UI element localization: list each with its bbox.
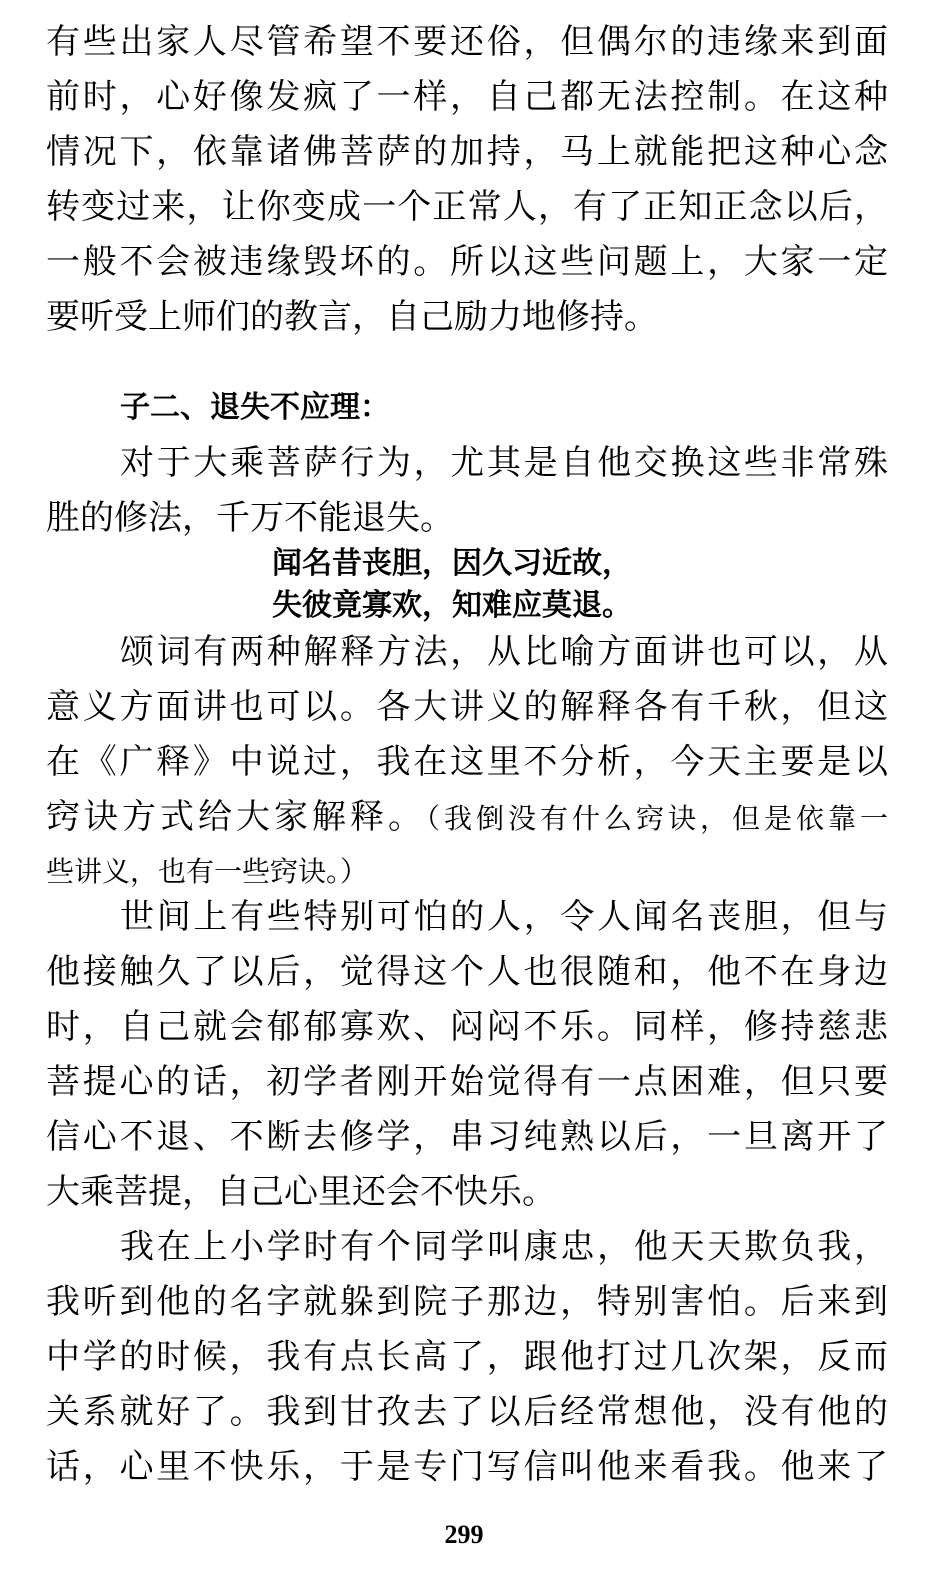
text-line-12 (46, 797, 888, 837)
verse-line-1: 闻名昔丧胆，因久习近故， (272, 546, 632, 581)
text-line-14: 世间上有些特别可怕的人，令人闻名丧胆，但与 (120, 897, 888, 937)
text-line-10: 意义方面讲也可以。各大讲义的解释各有千秋，但这 (46, 687, 888, 727)
text-line-2: 前时，心好像发疯了一样，自己都无法控制。在这种 (46, 77, 888, 117)
text-line-15: 他接触久了以后，觉得这个人也很随和，他不在身边 (46, 952, 888, 992)
text-line-18: 信心不退、不断去修学，串习纯熟以后，一旦离开了 (46, 1117, 888, 1157)
text-line-9: 颂词有两种解释方法，从比喻方面讲也可以，从 (120, 632, 888, 672)
text-line-1: 有些出家人尽管希望不要还俗，但偶尔的违缘来到面 (46, 22, 888, 62)
text-line-3: 情况下，依靠诸佛菩萨的加持，马上就能把这种心念 (46, 132, 888, 172)
text-line-11: 在《广释》中说过，我在这里不分析，今天主要是以 (46, 742, 888, 782)
text-line-23: 关系就好了。我到甘孜去了以后经常想他，没有他的 (46, 1392, 888, 1432)
text-line-21: 我听到他的名字就躲到院子那边，特别害怕。后来到 (46, 1282, 888, 1322)
text-line-22: 中学的时候，我有点长高了，跟他打过几次架，反而 (46, 1337, 888, 1377)
text-line-7: 对于大乘菩萨行为，尤其是自他交换这些非常殊 (120, 443, 888, 483)
text-line-20: 我在上小学时有个同学叫康忠，他天天欺负我， (120, 1227, 888, 1267)
text-line-8: 胜的修法，千万不能退失。 (46, 498, 454, 538)
text-line-17: 菩提心的话，初学者刚开始觉得有一点困难，但只要 (46, 1062, 888, 1102)
page-number: 299 (444, 1520, 484, 1549)
text-line-6: 要听受上师们的教言，自己励力地修持。 (46, 297, 658, 337)
text-line-5: 一般不会被违缘毁坏的。所以这些问题上，大家一定 (46, 242, 888, 282)
text-line-19: 大乘菩提，自己心里还会不快乐。 (46, 1172, 556, 1212)
text-line-12-main: 窍诀方式给大家解释。 (46, 797, 426, 837)
text-line-13: 些讲义，也有一些窍诀。） (46, 855, 369, 888)
text-line-24: 话，心里不快乐，于是专门写信叫他来看我。他来了 (46, 1447, 888, 1487)
text-line-4: 转变过来，让你变成一个正常人，有了正知正念以后， (46, 187, 888, 227)
text-line-16: 时，自己就会郁郁寡欢、闷闷不乐。同样，修持慈悲 (46, 1007, 888, 1047)
text-line-12-note: （我倒没有什么窍诀，但是依靠一 (426, 802, 888, 835)
verse-line-2: 失彼竟寡欢，知难应莫退。 (272, 588, 632, 623)
section-heading: 子二、退失不应理： (120, 390, 390, 425)
